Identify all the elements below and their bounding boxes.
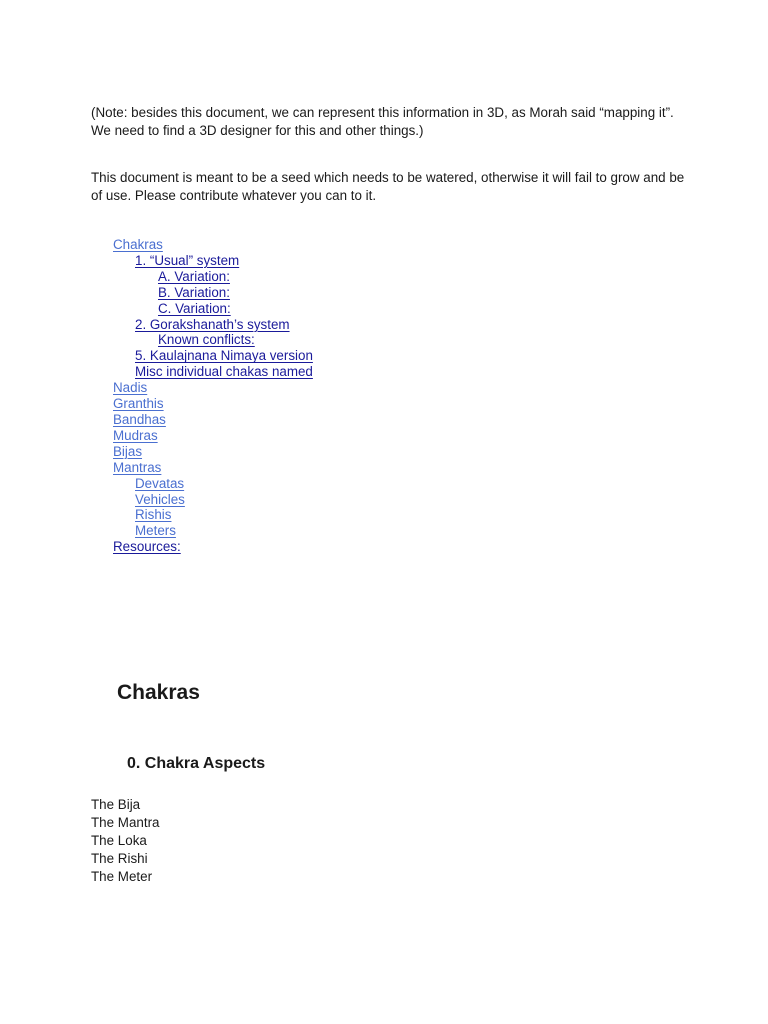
list-item: The Bija: [91, 797, 141, 812]
section-heading: Chakras: [117, 681, 200, 704]
toc-item: [113, 317, 313, 333]
toc-link[interactable]: Vehicles: [135, 491, 185, 507]
note-paragraph: (Note: besides this document, we can represent this information in 3D, as Morah said “mapping it”. We need to find a 3D designer for this and other things.): [91, 105, 674, 138]
toc-link[interactable]: 5. Kaulajnana Nimaya version: [135, 348, 313, 364]
toc-link[interactable]: Bandhas: [113, 411, 166, 427]
toc-item: [113, 492, 313, 508]
toc-item: [113, 364, 313, 380]
seed-paragraph: This document is meant to be a seed which needs to be watered, otherwise it will fail to grow and be of use. Please contribute whatever you can to it.: [91, 170, 685, 203]
toc-link[interactable]: Mudras: [113, 427, 158, 443]
toc-link[interactable]: Granthis: [113, 396, 164, 412]
toc-item: [113, 332, 313, 348]
toc-link[interactable]: 1. “Usual” system: [135, 252, 240, 268]
toc-link[interactable]: Rishis: [135, 507, 172, 523]
toc-item: [113, 269, 313, 285]
toc-link[interactable]: Misc individual chakas named: [135, 364, 313, 380]
list-item: The Meter: [91, 869, 153, 885]
toc-link[interactable]: A. Variation:: [158, 268, 230, 284]
toc-item: [113, 301, 313, 317]
aspects-list: [91, 796, 159, 886]
toc-item: [113, 460, 313, 476]
list-item: The Loka: [91, 833, 147, 849]
toc-item: [113, 428, 313, 444]
toc-link[interactable]: C. Variation:: [158, 300, 231, 316]
toc-item: [113, 348, 313, 364]
toc-item: [113, 539, 313, 555]
list-item: The Mantra: [91, 815, 160, 831]
toc-link[interactable]: Resources:: [113, 539, 181, 555]
toc-item: [113, 237, 313, 253]
toc-link[interactable]: Chakras: [113, 237, 163, 252]
toc-item: [113, 476, 313, 492]
toc-item: [113, 253, 313, 269]
list-item: The Rishi: [91, 851, 148, 867]
toc-link[interactable]: Devatas: [135, 475, 185, 491]
toc-item: [113, 412, 313, 428]
toc-link[interactable]: Bijas: [113, 443, 143, 459]
toc-link[interactable]: Nadis: [113, 380, 148, 396]
toc-item: [113, 444, 313, 460]
toc-link[interactable]: Mantras: [113, 459, 162, 475]
toc-link[interactable]: Known conflicts:: [158, 332, 255, 348]
toc-item: [113, 396, 313, 412]
toc-item: [113, 285, 313, 301]
section-subheading: 0. Chakra Aspects: [127, 755, 266, 772]
toc-link[interactable]: B. Variation:: [158, 284, 230, 300]
toc-link[interactable]: 2. Gorakshanath’s system: [135, 316, 290, 332]
table-of-contents: [113, 237, 313, 555]
toc-item: [113, 380, 313, 396]
toc-item: [113, 523, 313, 539]
toc-link[interactable]: Meters: [135, 523, 176, 539]
toc-item: [113, 507, 313, 523]
